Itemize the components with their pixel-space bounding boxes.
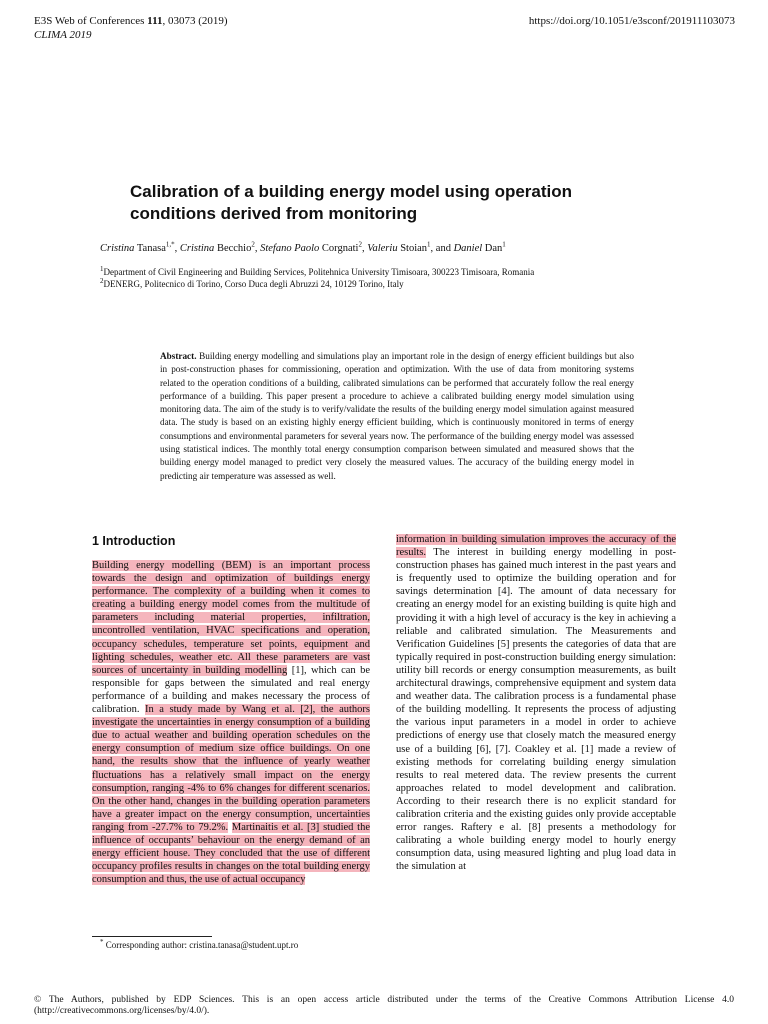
author-name xyxy=(453,240,506,254)
author-affiliation-marker: 1 xyxy=(502,240,506,249)
affiliation-2: $^2$DENERG, Politecnico di Torino, Corso Duca degli Abruzzi 24, 10129 Torino, Italy xyxy=(100,277,404,289)
abstract xyxy=(160,350,634,483)
author-last-name: Dan xyxy=(482,243,503,254)
author-first-name: Cristina xyxy=(100,243,135,254)
footnote-rule xyxy=(92,936,212,937)
doi-link[interactable]: https://doi.org/10.1051/e3sconf/201911103073 xyxy=(528,15,735,27)
journal-volume: 111 xyxy=(147,15,163,27)
abstract-label: Abstract. xyxy=(160,351,197,361)
journal-article: , 03073 (2019) xyxy=(162,15,228,27)
author-separator: , and xyxy=(430,243,454,254)
paper-title-line-1: Calibration of a building energy model using operation xyxy=(130,182,573,201)
journal-citation xyxy=(34,15,228,28)
author-first-name: Daniel xyxy=(453,243,483,254)
author-affiliation-marker: 2 xyxy=(358,240,362,249)
paper-title xyxy=(130,181,690,225)
intro-right-column xyxy=(396,533,676,873)
author-first-name: Cristina xyxy=(179,243,215,254)
author-first-name: Stefano Paolo xyxy=(260,243,320,254)
author-affiliation-marker: 2 xyxy=(251,240,255,249)
author-separator: , xyxy=(174,243,180,254)
highlight-passage-2: In a study made by Wang et al. [2], the authors investigate the uncertainties in energy consumption of a building due to actual weather and building operation schedules on the energy consumption of medium size office buildings. On one hand, the results show that the influence of yearly weather fluctuations has a relatively small impact on the energy consumption, ranging -4% to 6% changes for different scenarios. On the other hand, changes in the building operation parameters have a greater impact on the energy consumption, uncertainties ranging from -27.7% to 79.2%. xyxy=(92,704,370,833)
author-separator: , xyxy=(361,243,368,254)
corresponding-author-footnote xyxy=(100,940,298,950)
affiliation-list xyxy=(100,266,700,290)
author-last-name: Tanasa xyxy=(134,243,166,254)
author-list xyxy=(100,240,506,254)
author-name xyxy=(260,240,362,254)
author-separator: , xyxy=(254,243,261,254)
footnote-text: Corresponding author: cristina.tanasa@student.upt.ro xyxy=(103,940,299,950)
highlight-passage-3: Martinaitis et al. [3] studied the influence of occupants’ behaviour on the energy demand of an energy efficient house. They concluded that the use of different occupancy profiles results in changes on the total building energy consumption and thus, the use of actual occupancy xyxy=(92,821,371,886)
author-last-name: Corgnati xyxy=(319,243,359,254)
author-affiliation-marker: 1 xyxy=(427,240,431,249)
conference-name: CLIMA 2019 xyxy=(34,29,92,41)
highlight-passage-1: Building energy modelling (BEM) is an important process towards the design and optimization of buildings energy performance. The complexity of a building when it comes to creating a building energy model comes from the multitude of parameters including material properties, infiltration, uncontrolled ventilation, HVAC specifications and operation, occupancy schedules, temperature set points, equipment and lighting schedules, weather etc. All these parameters are vast sources of uncertainty in building modelling xyxy=(92,560,370,676)
author-first-name: Valeriu xyxy=(367,243,398,254)
highlight-passage-4: information in building simulation improves the accuracy of the results. xyxy=(396,534,676,559)
author-last-name: Stoian xyxy=(397,243,428,254)
license-footer: © The Authors, published by EDP Sciences. This is an open access article distributed under the terms of the Creative Commons Attribution License 4.0 (http://creativecommons.org/licenses/by/4.0/). xyxy=(34,995,734,1016)
paper-title-line-2: conditions derived from monitoring xyxy=(130,204,418,223)
section-heading: 1 Introduction xyxy=(92,534,176,548)
intro-left-column xyxy=(92,559,370,886)
affiliation-1: $^1$Department of Civil Engineering and Building Services, Politehnica University Timisoara, 300223 Timisoara, Romania xyxy=(100,265,535,277)
author-name xyxy=(100,240,175,254)
author-last-name: Becchio xyxy=(214,243,252,254)
text-passage: The interest in building energy modelling in post-construction phases has gained much interest in the past years and is frequently used to optimize the building operation and for savings determination [4]. The amount of data necessary for creating an energy model for an existing building is quite high and providing it with a high level of accuracy is the key in achieving a reliable and calibrated simulation. The Measurements and Verification Guidelines [5] presents the categories of data that are typically required in post-construction building energy simulation: utility bill records or energy consumption measurements, as built architectural drawings, comprehensive equipment and system data and weather data. The calibration process is a fundamental phase of the building modelling. It represents the process of adjusting the various input parameters in a model in order to achieve predictions of energy use that closely match the measured energy use of a building [6], [7]. Coakley et al. [1] made a review of existing methods for correlating building energy simulation results to real metered data. The review presents the current approaches related to model development and calibration. According to their research there is no explicit standard for calibration criteria and the existing guides only provide acceptable error ranges. Raftery e al. [8] presents a methodology for calibrating a whole building energy model to hourly energy consumption data, using measured lighting and plug load data in the simulation at xyxy=(396,547,676,873)
author-affiliation-marker: 1,* xyxy=(165,240,175,249)
footnote-marker: * xyxy=(100,938,104,946)
author-name xyxy=(179,240,255,254)
text-passage: [1], which can be responsible for gaps between the simulated and real energy performance of a building and makes necessary the process of calibration. xyxy=(92,664,370,716)
journal-name: E3S Web of Conferences xyxy=(34,15,148,27)
author-name xyxy=(367,240,431,254)
abstract-text: Building energy modelling and simulations play an important role in the design of energy efficient buildings but also in post-construction phases for commissioning, operation and optimization. With the use of data from monitoring systems related to the operation conditions of a building, calibrated simulations can be performed that accurately follow the real energy performance of a building. This paper present a procedure to achieve a calibrated building energy model simulation using monitoring data. The aim of the study is to verify/validate the results of the building energy model simulation against measured data. The study is based on an existing highly energy efficient building, which is continuously monitored in terms of energy consumptions and environmental parameters for several years now. The performance of the building energy model was assessed using statistical indices. The monthly total energy consumption comparison between simulated and measured shows that the building energy model managed to predict very closely the measured values. The accuracy of the building energy model in predicting air temperature was assessed as well. xyxy=(160,351,634,481)
